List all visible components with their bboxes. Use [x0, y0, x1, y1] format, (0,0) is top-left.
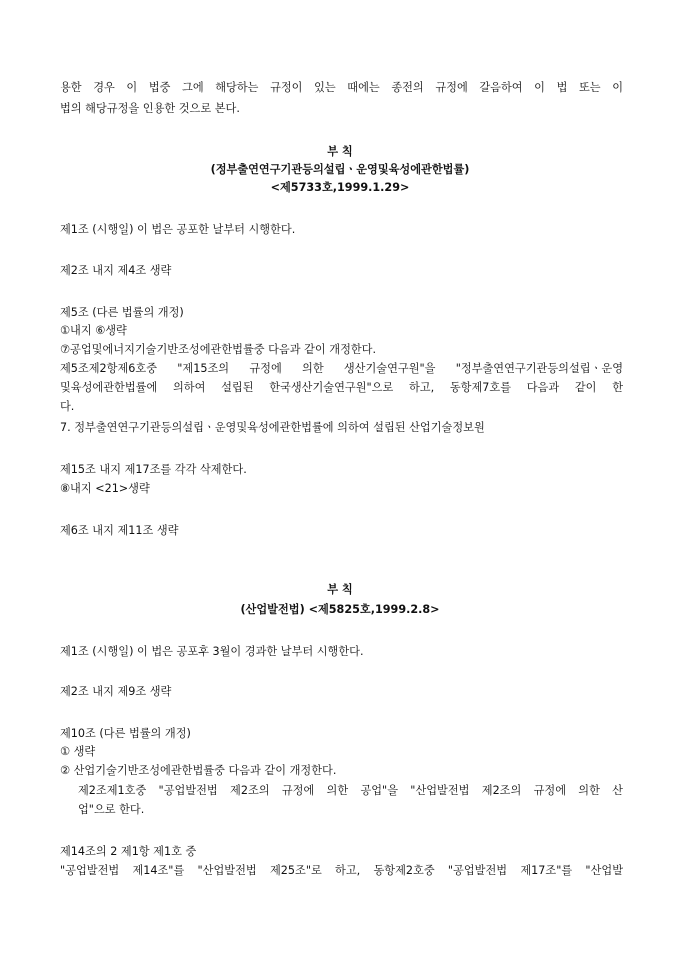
- article-10-title: 제10조 (다른 법률의 개정): [60, 727, 191, 740]
- article-1: 제1조 (시행일) 이 법은 공포한 날부터 시행한다.: [60, 223, 296, 236]
- paragraph-line: 법의 해당규정을 인용한 것으로 본다.: [60, 102, 240, 115]
- article-1: 제1조 (시행일) 이 법은 공포후 3월이 경과한 날부터 시행한다.: [60, 645, 364, 658]
- article-2-9: 제2조 내지 제9조 생략: [60, 685, 172, 698]
- law-number: <제5733호,1999.1.29>: [270, 181, 410, 194]
- article-10-text: 제2조제1호중 "공업발전법 제2조의 규정에 의한 공업"을 "산업발전법 제2조의 규정에 의한 산: [78, 784, 623, 797]
- supplement-heading: 부 칙: [327, 145, 353, 158]
- article-2-4: 제2조 내지 제4조 생략: [60, 264, 172, 277]
- article-14-title: 제14조의 2 제1항 제1호 중: [60, 845, 197, 858]
- article-5-text: 7. 정부출연연구기관등의설립ㆍ운영및육성에관한법률에 의하여 설립된 산업기술정보원: [60, 421, 485, 434]
- article-5-text: 제15조 내지 제17조를 각각 삭제한다.: [60, 463, 247, 476]
- law-name: (산업발전법) <제5825호,1999.2.8>: [240, 603, 440, 616]
- article-10-item: ① 생략: [60, 745, 96, 758]
- article-10-text: 업"으로 한다.: [78, 803, 145, 816]
- law-name: (정부출연연구기관등의설립ㆍ운영및육성에관한법률): [210, 163, 470, 176]
- paragraph-line: 용한 경우 이 법중 그에 해당하는 규정이 있는 때에는 종전의 규정에 갈음하여 이 법 또는 이: [60, 81, 623, 94]
- article-5-text: 제5조제2항제6호중 "제15조의 규정에 의한 생산기술연구원"을 "정부출연연구기관등의설립ㆍ운영: [60, 362, 623, 375]
- article-6-11: 제6조 내지 제11조 생략: [60, 524, 179, 537]
- article-5-title: 제5조 (다른 법률의 개정): [60, 306, 184, 319]
- article-14-text: "공업발전법 제14조"를 "산업발전법 제25조"로 하고, 동항제2호중 "공업발전법 제17조"를 "산업발: [60, 864, 623, 877]
- article-10-item: ② 산업기술기반조성에관한법률중 다음과 같이 개정한다.: [60, 764, 337, 777]
- supplement-heading: 부 칙: [327, 583, 353, 596]
- article-5-item: ⑦공업및에너지기술기반조성에관한법률중 다음과 같이 개정한다.: [60, 343, 377, 356]
- article-5-item: ⑧내지 <21>생략: [60, 482, 150, 495]
- article-5-text: 및육성에관한법률에 의하여 설립된 한국생산기술연구원"으로 하고, 동항제7호를 다음과 같이 한: [60, 381, 623, 394]
- article-5-text: 다.: [60, 400, 75, 413]
- article-5-item: ①내지 ⑥생략: [60, 324, 127, 337]
